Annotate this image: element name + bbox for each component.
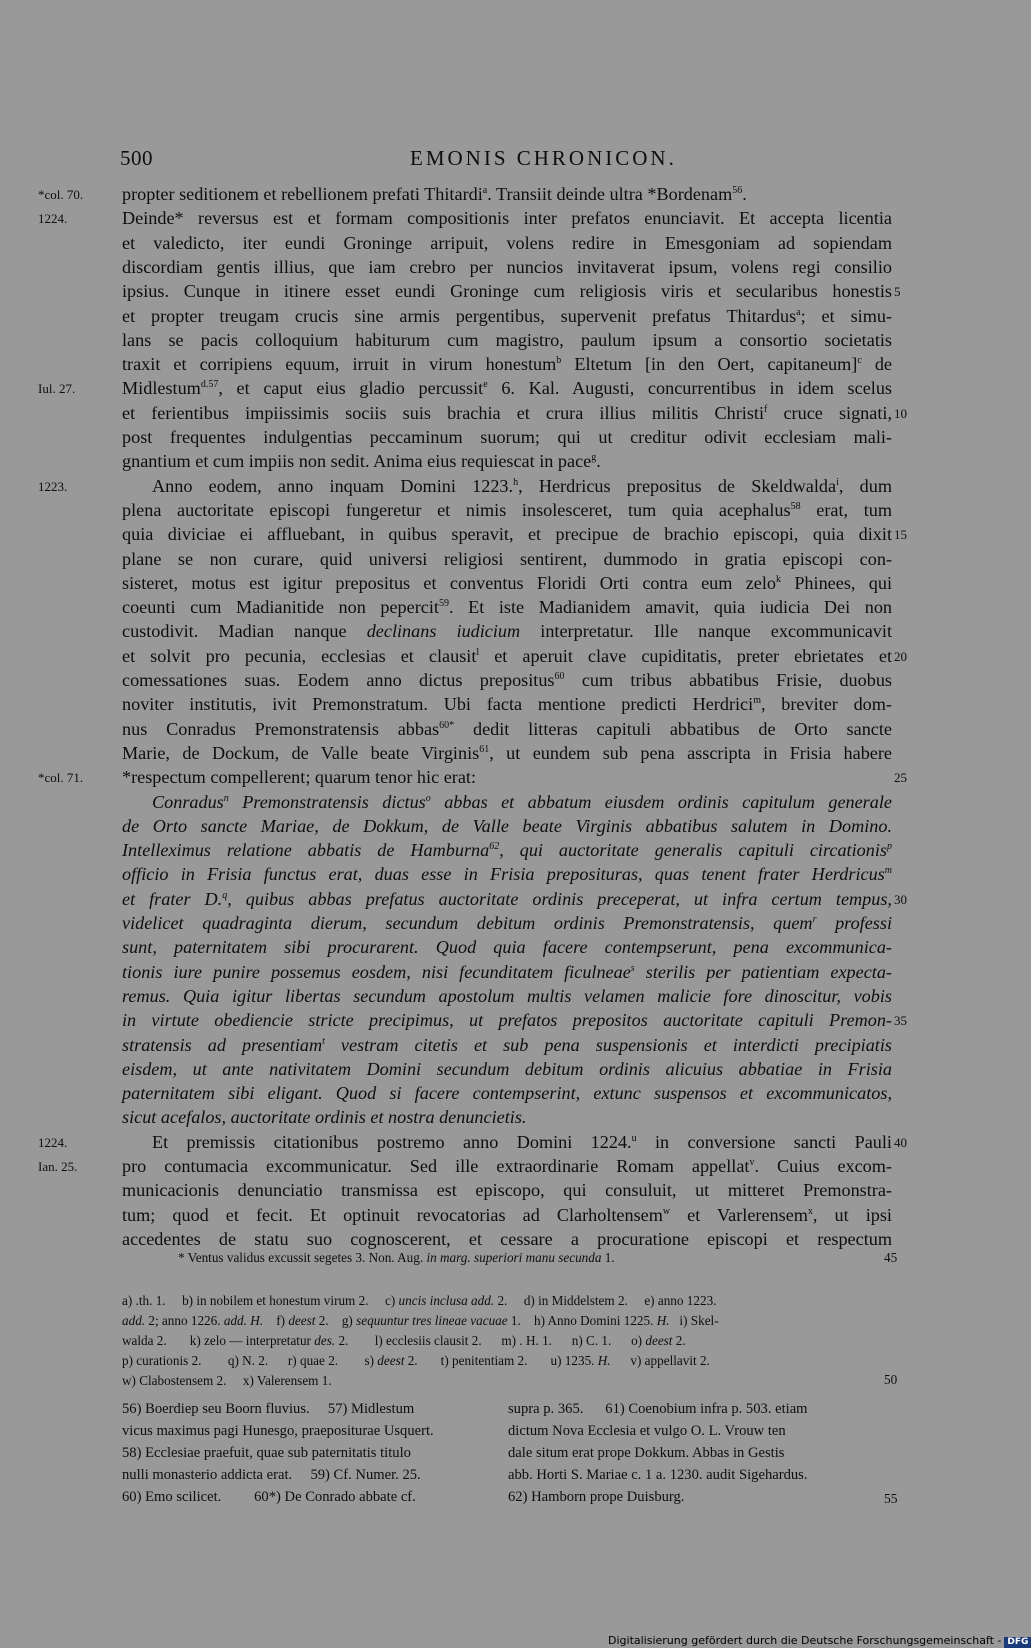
- text-line: videlicet quadraginta dierum, secundum debitum ordinis Premonstratensis, quem$^r$ professi: [122, 913, 892, 933]
- text-line: accedentes de statu suo cognoscerent, et cessare a procuratione episcopi et respectum: [122, 1229, 892, 1249]
- apparatus-line: add. 2; anno 1226. add. H. f) deest 2. g) sequuntur tres lineae vacuae 1. h) Anno Domini 1225. H. i) Skel-: [122, 1313, 719, 1328]
- margin-note: *col. 71.: [38, 770, 84, 785]
- funding-banner: [608, 1634, 1031, 1648]
- text-line: Marie, de Dockum, de Valle beate Virginis$^{61}$, ut eundem sub pena asscripta in Frisia habere: [122, 743, 892, 763]
- margin-note: Ian. 25.: [38, 1159, 78, 1174]
- line-number: 10: [894, 406, 907, 421]
- text-line: municacionis denunciatio transmissa est episcopo, qui consuluit, ut mitteret Premonstra-: [122, 1180, 892, 1200]
- text-line: nus Conradus Premonstratensis abbas$^{60*}$ dedit litteras capituli abbatibus de Orto sancte: [122, 719, 892, 739]
- text-line: et propter treugam crucis sine armis pergentibus, supervenit prefatus Thitardus$^a$; et simu-: [122, 306, 892, 326]
- line-number: 5: [894, 284, 901, 299]
- margin-note: 1224.: [38, 211, 68, 226]
- text-line: quia diviciae ei affluebant, in quibus speravit, et precipue de brachio episcopi, quia dixit: [122, 524, 892, 544]
- note-line: abb. Horti S. Mariae c. 1 a. 1230. audit Sigehardus.: [508, 1467, 808, 1483]
- apparatus-line: walda 2. k) zelo — interpretatur des. 2. l) ecclesiis clausit 2. m) . H. 1. n) C. 1. o) deest 2.: [122, 1333, 686, 1348]
- text-line: traxit et corripiens equum, irruit in virum honestum$^b$ Eltetum [in den Oert, capitaneum]$^c$ de: [122, 354, 892, 374]
- note-line: vicus maximus pagi Hunesgo, praepositurae Usquert.: [122, 1423, 434, 1439]
- line-number: 30: [894, 892, 907, 907]
- note-line: dale situm erat prope Dokkum. Abbas in Gestis: [508, 1445, 785, 1461]
- text-line: noviter institutis, ivit Premonstratum. Ubi facta mentione predicti Herdrici$^m$, breviter dom-: [122, 694, 892, 714]
- note-line: supra p. 365. 61) Coenobium infra p. 503. etiam: [508, 1401, 808, 1417]
- margin-note: *col. 70.: [38, 187, 84, 202]
- text-line: sicut acefalos, auctoritate ordinis et nostra denuncietis.: [122, 1107, 527, 1127]
- text-line: tum; quod et fecit. Et optinuit revocatorias ad Clarholtensem$^w$ et Varlerensem$^x$, ut ipsi: [122, 1205, 892, 1225]
- notes-right-column: [508, 1398, 888, 1508]
- text-line: discordiam gentis illius, que iam crebro per nuncios invitaverat ipsum, volens regi consilio: [122, 257, 892, 277]
- text-line: lans se pacis colloquium habiturum cum magistro, paulum ipsum a consortio societatis: [122, 330, 892, 350]
- text-line: plane se non curare, quid universi religiosi sentirent, dummodo in gratia episcopi con-: [122, 549, 892, 569]
- text-line: Intelleximus relatione abbatis de Hamburna$^{62}$, qui auctoritate generalis capituli circationis$^p$: [122, 840, 892, 860]
- note-line: 62) Hamborn prope Duisburg.: [508, 1489, 685, 1505]
- text-line: sisteret, motus est igitur prepositus et conventus Floridi Orti contra eum zelo$^k$ Phinees, qui: [122, 573, 892, 593]
- text-line: eisdem, ut ante nativitatem Domini secundum debitum ordinis alicuius abbatiae in Frisia: [122, 1059, 892, 1079]
- page-header: [120, 146, 900, 174]
- note-line: dictum Nova Ecclesia et vulgo O. L. Vrouw ten: [508, 1423, 786, 1439]
- text-line: stratensis ad presentiam$^t$ vestram citetis et sub pena suspensionis et interdicti precipiatis: [122, 1035, 892, 1055]
- funding-text: Digitalisierung gefördert durch die Deutsche Forschungsgemeinschaft -: [608, 1634, 1002, 1647]
- note-line: nulli monasterio addicta erat. 59) Cf. Numer. 25.: [122, 1467, 421, 1483]
- note-line: 56) Boerdiep seu Boorn fluvius. 57) Midlestum: [122, 1401, 415, 1417]
- text-line: post frequentes indulgentias peccaminum suorum; qui ut creditur odivit ecclesiam mali-: [122, 427, 892, 447]
- star-note-line-number: 45: [884, 1250, 898, 1265]
- text-line: propter seditionem et rebellionem prefati Thitardi$^a$. Transiit deinde ultra *Bordenam$^{56}$.: [122, 184, 747, 204]
- page-number: 500: [120, 146, 153, 170]
- line-number: 25: [894, 770, 907, 785]
- text-line: coeunti cum Madianitide non pepercit$^{59}$. Et iste Madianidem amavit, quia iudicia Dei non: [122, 597, 893, 617]
- text-line: sunt, paternitatem sibi procurarent. Quod quia facere contempserunt, pena excommunica-: [122, 937, 892, 957]
- text-line: custodivit. Madian nanque declinans iudicium interpretatur. Ille nanque excommunicavit: [122, 621, 892, 641]
- text-line: in virtute obediencie stricte precipimus, ut prefatos prepositos auctoritate capituli Premon-: [122, 1010, 892, 1030]
- line-number: 35: [894, 1013, 907, 1028]
- text-line: Anno eodem, anno inquam Domini 1223.$^h$, Herdricus prepositus de Skeldwalda$^i$, dum: [152, 476, 892, 496]
- text-line: *respectum compellerent; quarum tenor hic erat:: [122, 767, 477, 787]
- text-line: et frater D.$^q$, quibus abbas prefatus auctoritate ordinis preceperat, ut infra certum tempus,: [122, 889, 892, 909]
- text-line: et ferientibus impiissimis sociis suis brachia et crura illius militis Christi$^f$ cruce signati,: [122, 403, 892, 423]
- line-number: 40: [894, 1135, 907, 1150]
- star-note: [178, 1249, 615, 1267]
- text-line: paternitatem sibi eligant. Quod si facere contempserint, extunc suspensos et excommunicatos,: [122, 1083, 892, 1103]
- text-line: tionis iure punire possemus eosdem, nisi fecunditatem ficulneae$^s$ sterilis per patientiam expecta-: [122, 962, 892, 982]
- text-line: et solvit pro pecunia, ecclesias et clausit$^l$ et aperuit clave cupiditatis, preter ebrietates et: [122, 646, 892, 666]
- apparatus-line: p) curationis 2. q) N. 2. r) quae 2. s) deest 2. t) penitentiam 2. u) 1235. H. v) appellavit 2.: [122, 1353, 710, 1368]
- text-line: de Orto sancte Mariae, de Dokkum, de Valle beate Virginis abbatibus salutem in Domino.: [122, 816, 892, 836]
- text-line: pro contumacia excommunicatur. Sed ille extraordinarie Romam appellat$^v$. Cuius excom-: [122, 1156, 892, 1176]
- text-line: officio in Frisia functus erat, duas esse in Frisia preposituras, quas tenent frater Herdricus$^m$: [122, 864, 892, 884]
- text-line: gnantium et cum impiis non sedit. Anima eius requiescat in pace$^g$.: [122, 451, 601, 471]
- note-line: 58) Ecclesiae praefuit, quae sub paternitatis titulo: [122, 1445, 411, 1461]
- note-line: 60) Emo scilicet. 60*) De Conrado abbate cf.: [122, 1489, 416, 1505]
- text-line: ipsius. Cunque in itinere esset eundi Groninge cum religiosis viris et secularibus honestis: [122, 281, 892, 301]
- running-title: EMONIS CHRONICON.: [410, 146, 677, 170]
- margin-note: Iul. 27.: [38, 381, 76, 396]
- apparatus-line: a) .th. 1. b) in nobilem et honestum virum 2. c) uncis inclusa add. 2. d) in Middelstem 2. e) anno 1223.: [122, 1293, 717, 1308]
- text-line: comessationes suas. Eodem anno dictus prepositus$^{60}$ cum tribus abbatibus Frisie, duobus: [122, 670, 892, 690]
- text-line: Conradus$^n$ Premonstratensis dictus$^o$ abbas et abbatum eiusdem ordinis capitulum generale: [152, 792, 892, 812]
- star-note-text: * Ventus validus excussit segetes 3. Non. Aug. in marg. superiori manu secunda 1.: [178, 1250, 615, 1265]
- text-line: et valedicto, iter eundi Groninge arripuit, volens redire in Emesgoniam ad sopiendam: [122, 233, 892, 253]
- apparatus-line-number: 50: [884, 1372, 898, 1387]
- text-line: plena auctoritate episcopi fungeretur et nimis insolesceret, tum quia acephalus$^{58}$ erat, tum: [122, 500, 892, 520]
- text-line: Deinde* reversus est et formam compositionis inter prefatos enunciavit. Et accepta licentia: [122, 208, 892, 228]
- apparatus-line: w) Clabostensem 2. x) Valerensem 1.: [122, 1373, 332, 1388]
- text-line: remus. Quia igitur libertas secundum apostolum multis velamen malicie fore dinoscitur, vobis: [122, 986, 892, 1006]
- dfg-logo: DFG: [1004, 1637, 1031, 1648]
- line-number: 15: [894, 527, 907, 542]
- text-line: Midlestum$^{d.57}$, et caput eius gladio percussit$^e$ 6. Kal. Augusti, concurrentibus in idem scelus: [122, 378, 892, 398]
- line-number: 20: [894, 649, 907, 664]
- text-line: Et premissis citationibus postremo anno Domini 1224.$^u$ in conversione sancti Pauli: [152, 1132, 892, 1152]
- notes-left-column: [122, 1398, 492, 1508]
- margin-note: 1223.: [38, 479, 68, 494]
- notes-line-number: 55: [884, 1491, 898, 1506]
- margin-note: 1224.: [38, 1135, 68, 1150]
